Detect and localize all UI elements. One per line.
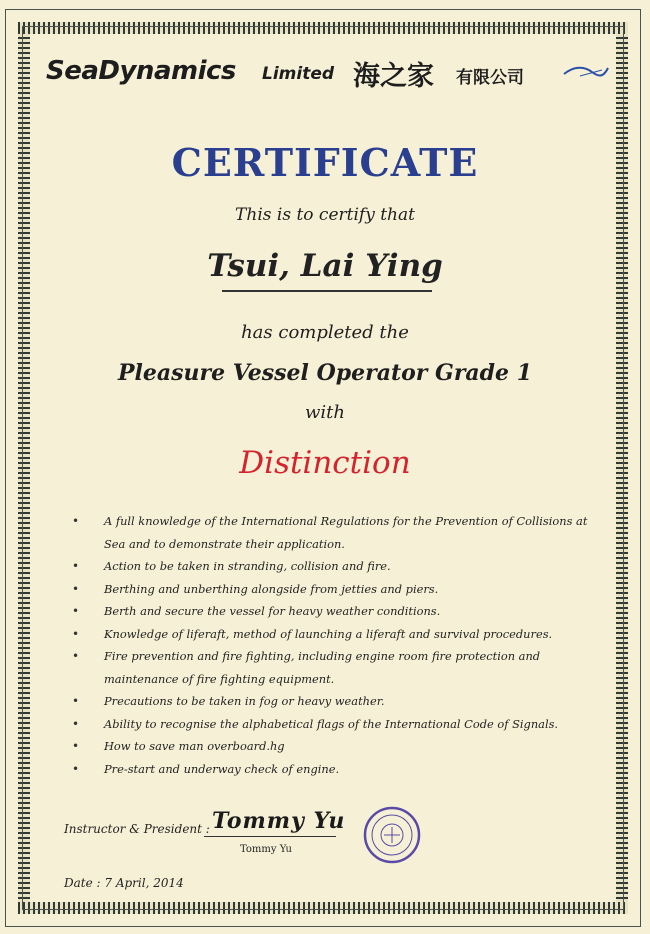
bullet-icon: • <box>72 716 80 731</box>
list-item: • Knowledge of liferaft, method of launching a liferaft and survival procedures. <box>70 623 590 646</box>
competency-list <box>70 510 590 780</box>
bullet-icon: • <box>72 514 80 528</box>
list-item: • Berth and secure the vessel for heavy weather conditions. <box>70 600 590 623</box>
list-item: • Pre-start and underway check of engine. <box>70 758 590 781</box>
with-text: with <box>305 402 345 423</box>
bullet-icon: • <box>72 649 80 663</box>
bullet-icon: • <box>72 581 80 596</box>
company-name-en: SeaDynamics <box>46 56 236 86</box>
bullet-icon: • <box>72 739 80 753</box>
company-name-cn: 海之家 <box>353 61 434 92</box>
list-item: • How to save man overboard.hg <box>70 735 590 758</box>
list-item: • Action to be taken in stranding, collision and fire. <box>70 555 590 578</box>
list-item: • Ability to recognise the alphabetical flags of the International Code of Signals. <box>70 713 590 736</box>
signature-line <box>204 836 336 837</box>
instructor-label: Instructor & President : <box>64 822 210 836</box>
company-suffix: Limited <box>262 64 335 84</box>
list-item: • A full knowledge of the International Regulations for the Prevention of Collisions at Sea and to demonstrate their application. <box>70 510 590 555</box>
company-suffix-cn: 有限公司 <box>456 68 524 88</box>
bullet-icon: • <box>72 694 80 708</box>
name-underline <box>222 290 432 292</box>
certify-intro: This is to certify that <box>235 205 415 225</box>
bullet-icon: • <box>72 761 80 776</box>
list-item: • Fire prevention and fire fighting, including engine room fire protection and maintenance of fire fighting equipment. <box>70 645 590 690</box>
signature: Tommy Yu <box>212 808 346 834</box>
signer-name: Tommy Yu <box>240 844 292 855</box>
grade-distinction: Distinction <box>239 445 411 481</box>
bullet-icon: • <box>72 559 80 573</box>
wave-icon <box>562 62 610 82</box>
recipient-name: Tsui, Lai Ying <box>207 248 443 284</box>
issue-date: Date : 7 April, 2014 <box>64 876 184 890</box>
company-seal-icon <box>362 805 422 865</box>
list-item: • Berthing and unberthing alongside from jetties and piers. <box>70 578 590 601</box>
list-item: • Precautions to be taken in fog or heavy weather. <box>70 690 590 713</box>
completed-text: has completed the <box>241 322 409 343</box>
bullet-icon: • <box>72 604 80 618</box>
bullet-icon: • <box>72 626 80 641</box>
company-header <box>40 52 610 92</box>
course-name: Pleasure Vessel Operator Grade 1 <box>117 360 533 386</box>
certificate-title: CERTIFICATE <box>171 140 479 185</box>
